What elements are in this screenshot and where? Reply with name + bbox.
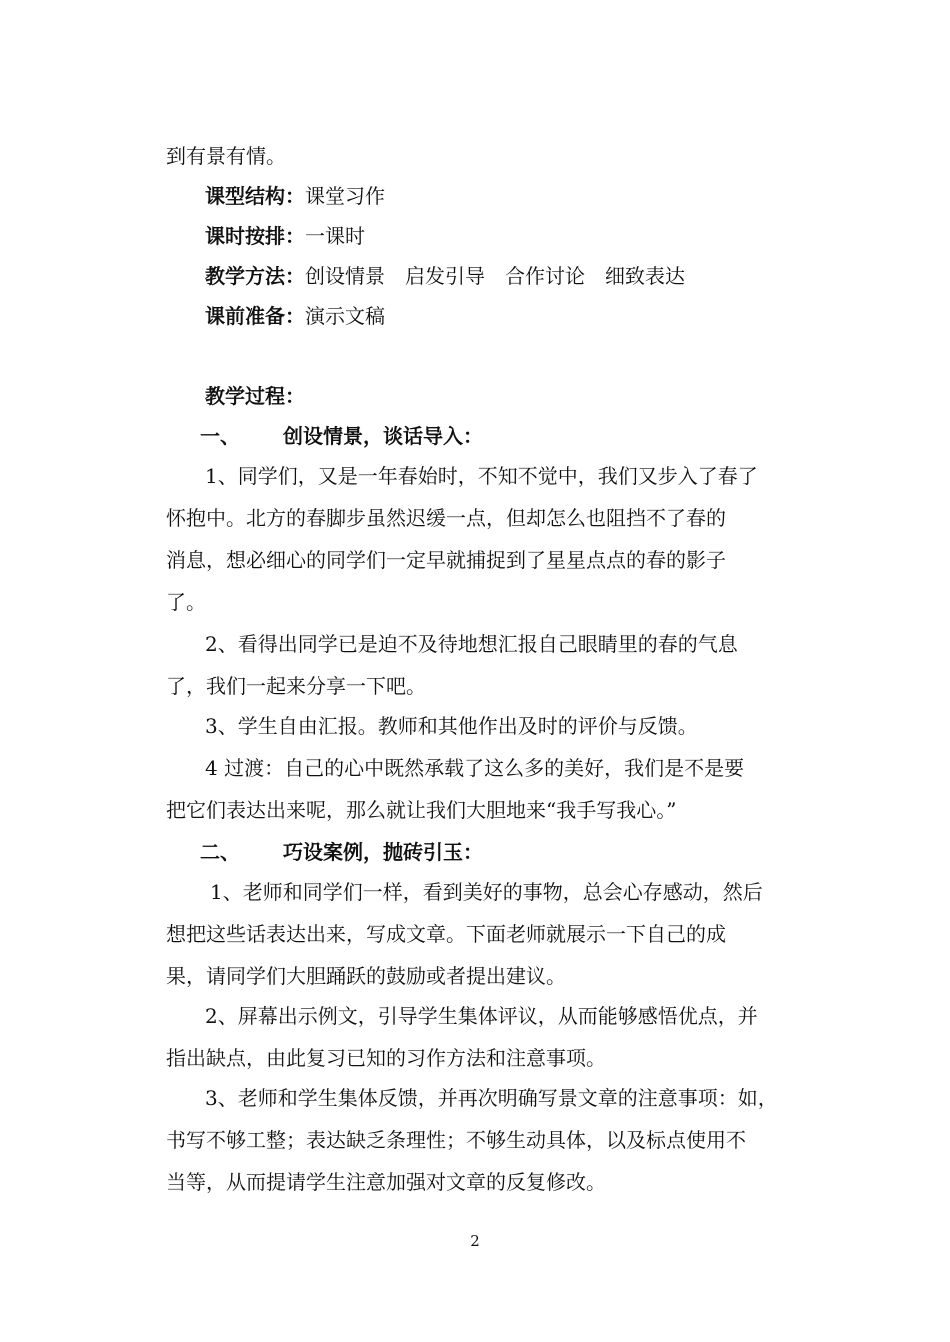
paragraph-line: 4 过渡：自己的心中既然承载了这么多的美好，我们是不是要 (205, 756, 745, 780)
intro-tail-text: 到有景有情。 (166, 144, 286, 168)
meta-value: 创设情景 启发引导 合作讨论 细致表达 (305, 264, 685, 288)
paragraph-line: 果，请同学们大胆踊跃的鼓励或者提出建议。 (166, 964, 566, 988)
section-title: 创设情景，谈话导入： (283, 424, 483, 448)
section-number: 二、 (200, 840, 240, 864)
paragraph-line: 了。 (166, 590, 206, 614)
paragraph-line: 2、屏幕出示例文，引导学生集体评议，从而能够感悟优点，并 (205, 1004, 758, 1028)
paragraph-line: 想把这些话表达出来，写成文章。下面老师就展示一下自己的成 (166, 922, 726, 946)
paragraph-line: 书写不够工整；表达缺乏条理性；不够生动具体，以及标点使用不 (166, 1128, 746, 1152)
meta-class-hours (205, 222, 950, 250)
meta-label: 教学方法： (205, 264, 305, 288)
page-number: 2 (470, 1232, 480, 1250)
section-number: 一、 (200, 424, 240, 448)
paragraph-line: 3、学生自由汇报。教师和其他作出及时的评价与反馈。 (205, 714, 698, 738)
paragraph-line: 3、老师和学生集体反馈，并再次明确写景文章的注意事项：如， (205, 1086, 778, 1110)
paragraph-line: 把它们表达出来呢，那么就让我们大胆地来“我手写我心。” (166, 798, 677, 822)
meta-teaching-methods (205, 262, 950, 290)
paragraph-line: 当等，从而提请学生注意加强对文章的反复修改。 (166, 1170, 606, 1194)
meta-label: 课前准备： (205, 304, 305, 328)
meta-label: 课型结构： (205, 184, 305, 208)
meta-value: 一课时 (305, 224, 365, 248)
meta-value: 演示文稿 (305, 304, 385, 328)
meta-course-structure (205, 182, 950, 210)
meta-value: 课堂习作 (305, 184, 385, 208)
paragraph-line: 怀抱中。北方的春脚步虽然迟缓一点，但却怎么也阻挡不了春的 (166, 506, 726, 530)
paragraph-line: 2、看得出同学已是迫不及待地想汇报自己眼睛里的春的气息 (205, 632, 738, 656)
paragraph-line: 了，我们一起来分享一下吧。 (166, 674, 426, 698)
process-heading: 教学过程： (205, 384, 305, 408)
paragraph-line: 1、老师和同学们一样，看到美好的事物，总会心存感动，然后 (210, 880, 763, 904)
paragraph-line: 指出缺点，由此复习已知的习作方法和注意事项。 (166, 1046, 606, 1070)
meta-label: 课时按排： (205, 224, 305, 248)
paragraph-line: 1、同学们，又是一年春始时，不知不觉中，我们又步入了春了 (205, 464, 758, 488)
paragraph-line: 消息，想必细心的同学们一定早就捕捉到了星星点点的春的影子 (166, 548, 726, 572)
meta-preparation (205, 302, 950, 330)
section-title: 巧设案例，抛砖引玉： (283, 840, 483, 864)
